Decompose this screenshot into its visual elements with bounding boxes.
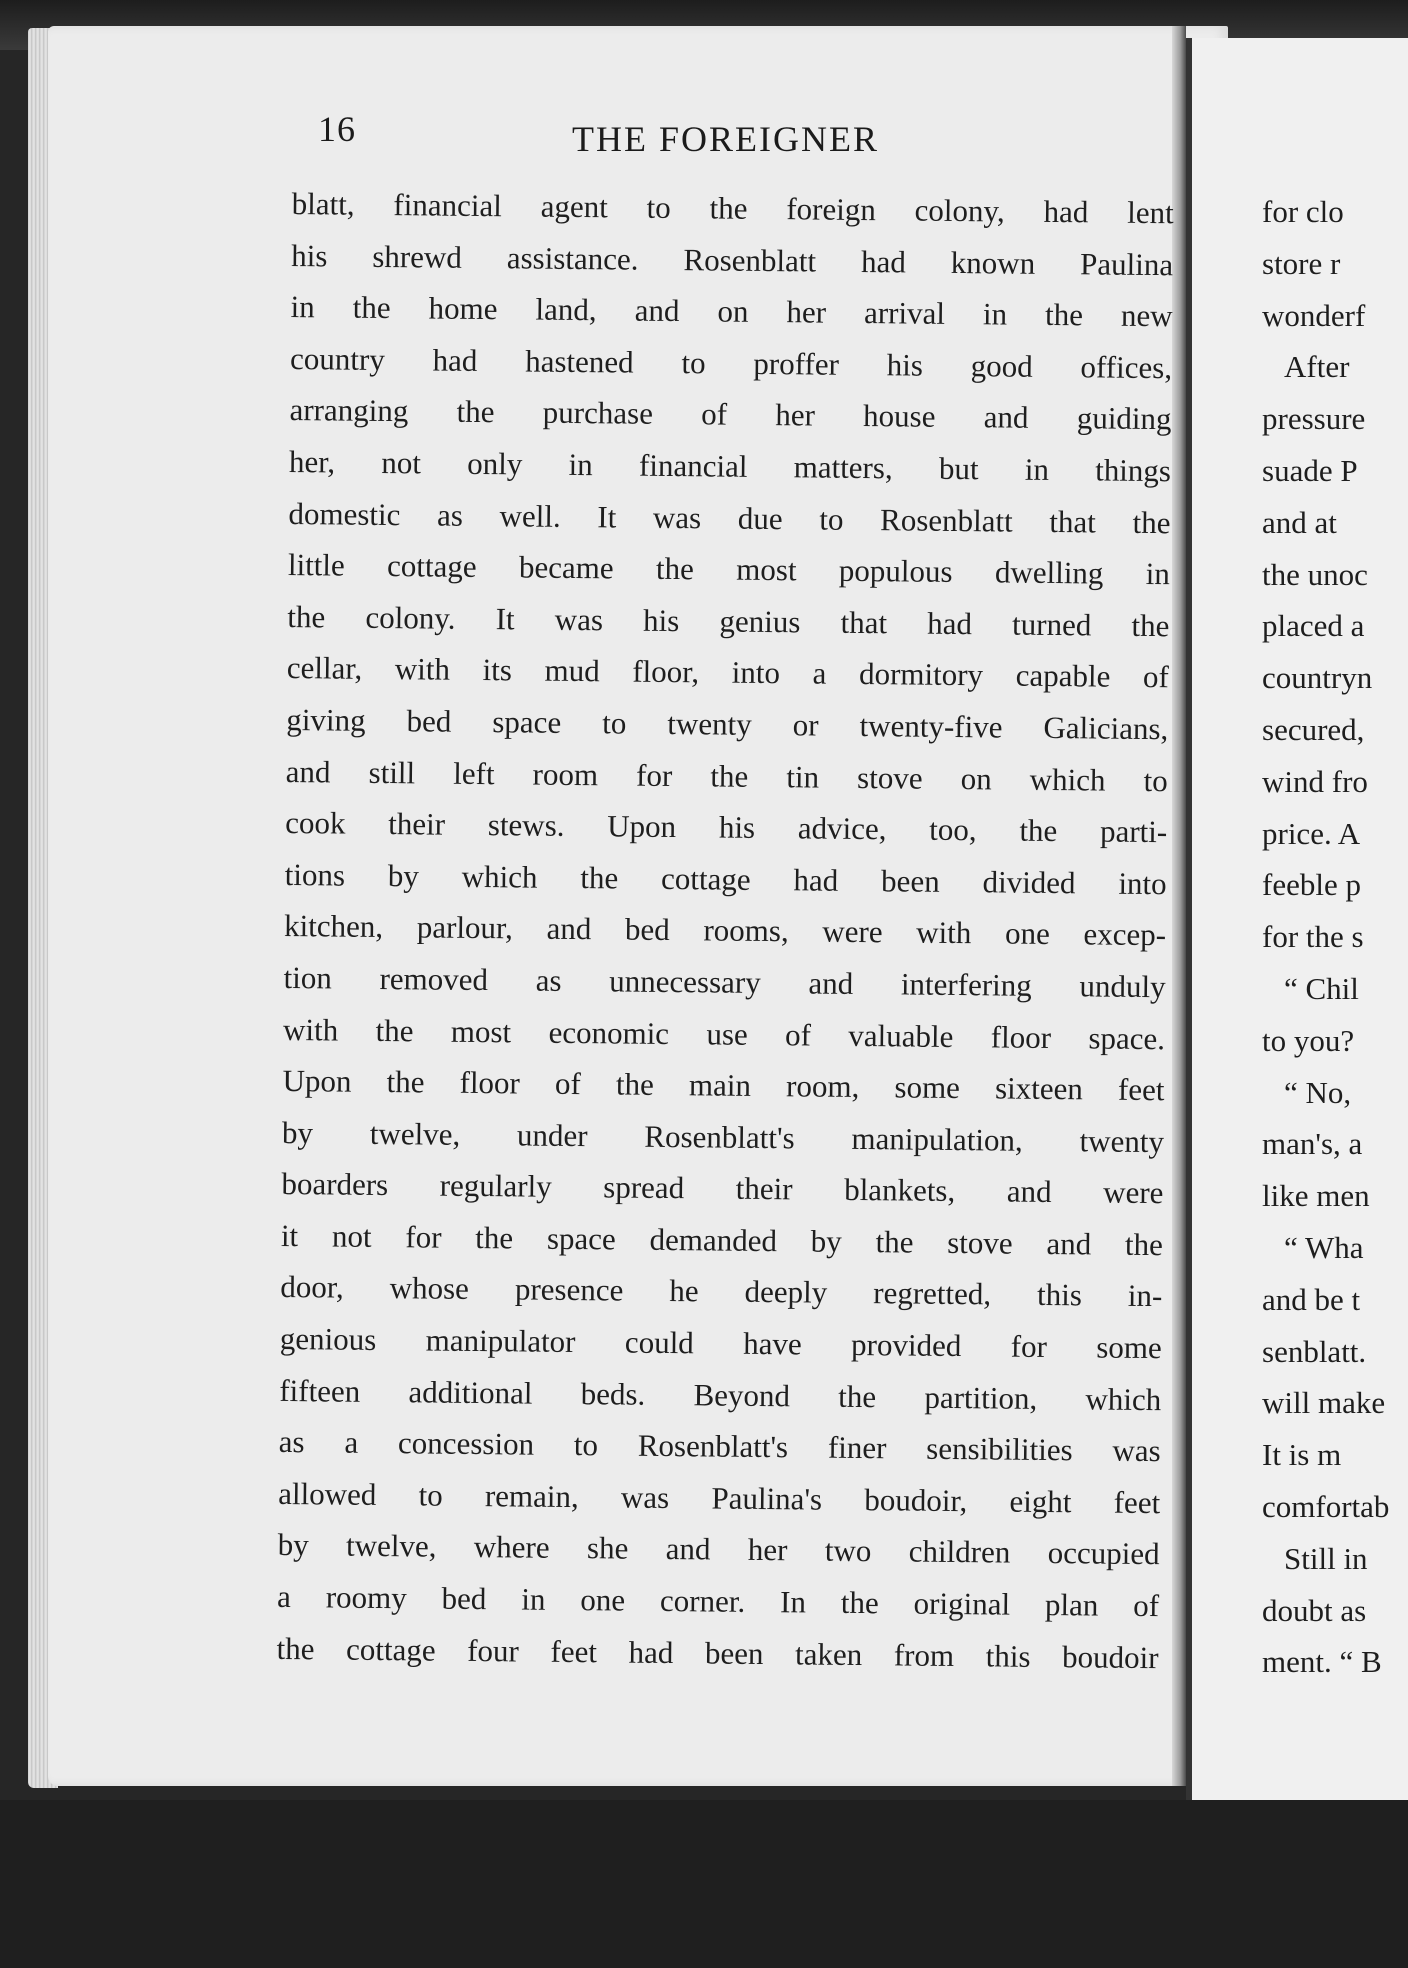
text-line: genious manipulator could have provided for some [279, 1320, 1162, 1366]
text-line: suade P [1262, 452, 1358, 488]
text-line: comfortab [1262, 1488, 1390, 1524]
text-line: feeble p [1262, 867, 1361, 903]
text-line: blatt, financial agent to the foreign colony, had lent [291, 185, 1174, 231]
book-gutter [1172, 26, 1186, 1786]
text-line: boarders regularly spread their blankets, and were [281, 1166, 1164, 1211]
text-line: ment. “ B [1262, 1644, 1382, 1680]
running-head: THE FOREIGNER [572, 119, 879, 159]
text-line: doubt as [1262, 1592, 1367, 1628]
text-line: fifteen additional beds. Beyond the partition, which [279, 1372, 1162, 1417]
text-line: it not for the space demanded by the stove and the [280, 1217, 1164, 1263]
text-line: her, not only in financial matters, but in things [288, 443, 1172, 489]
text-line: placed a [1262, 608, 1365, 644]
text-line: arranging the purchase of her house and guiding [289, 392, 1172, 437]
text-line: Still in [1284, 1540, 1368, 1576]
text-line: kitchen, parlour, and bed rooms, were with one excep- [283, 908, 1167, 953]
text-line: for the s [1262, 919, 1364, 955]
text-line: Upon the floor of the main room, some sixteen feet [282, 1063, 1165, 1108]
bottom-scan-edge [0, 1800, 1408, 1968]
left-page-text [276, 178, 1174, 1683]
text-line: with the most economic use of valuable floor space. [282, 1011, 1166, 1056]
right-page-text [1262, 186, 1408, 1688]
text-line: a roomy bed in one corner. In the original plan of [276, 1578, 1160, 1624]
text-line: wind fro [1262, 763, 1368, 799]
text-line: tion removed as unnecessary and interfering unduly [283, 959, 1166, 1005]
text-line: giving bed space to twenty or twenty-five Galicians, [286, 701, 1169, 747]
text-line: countryn [1262, 660, 1373, 696]
text-line: allowed to remain, was Paulina's boudoir, eight feet [278, 1475, 1161, 1521]
text-line: It is m [1262, 1437, 1342, 1473]
text-line: his shrewd assistance. Rosenblatt had known Paulina [291, 237, 1174, 282]
text-line: wonderf [1262, 297, 1366, 333]
text-line: door, whose presence he deeply regretted, this in- [280, 1269, 1163, 1314]
text-line: in the home land, and on her arrival in the new [290, 289, 1173, 334]
text-line: man's, a [1262, 1126, 1363, 1162]
text-line: and still left room for the tin stove on which to [285, 753, 1168, 798]
text-line: domestic as well. It was due to Rosenblatt that the [288, 495, 1171, 540]
text-line: the cottage four feet had been taken from this boudoir [276, 1630, 1159, 1675]
text-line: tions by which the cottage had been divided into [284, 856, 1167, 901]
text-line: will make [1262, 1385, 1386, 1421]
text-line: for clo [1262, 194, 1344, 229]
page-number: 16 [318, 109, 356, 149]
text-line: and be t [1262, 1281, 1361, 1317]
text-line: After [1284, 349, 1350, 385]
text-line: country had hastened to proffer his good offices, [289, 340, 1173, 386]
text-line: “ Wha [1284, 1229, 1364, 1265]
text-line: and at [1262, 504, 1337, 540]
text-line: as a concession to Rosenblatt's finer sensibilities was [278, 1424, 1161, 1469]
text-line: “ Chil [1284, 970, 1359, 1006]
text-line: cook their stews. Upon his advice, too, the parti- [285, 805, 1168, 850]
text-line: by twelve, where she and her two children occupied [277, 1527, 1160, 1572]
text-line: pressure [1262, 401, 1366, 437]
text-line: “ No, [1284, 1074, 1352, 1110]
text-line: like men [1262, 1178, 1370, 1214]
text-line: the colony. It was his genius that had turned the [287, 598, 1170, 643]
text-line: by twelve, under Rosenblatt's manipulation, twenty [281, 1114, 1165, 1159]
text-line: little cottage became the most populous dwelling in [287, 547, 1171, 592]
text-line: price. A [1262, 815, 1361, 851]
text-line: to you? [1262, 1022, 1355, 1058]
text-line: cellar, with its mud floor, into a dormitory capable of [286, 650, 1170, 695]
text-line: store r [1262, 245, 1341, 281]
text-line: secured, [1262, 711, 1365, 747]
text-line: senblatt. [1262, 1333, 1367, 1369]
text-line: the unoc [1262, 556, 1368, 592]
